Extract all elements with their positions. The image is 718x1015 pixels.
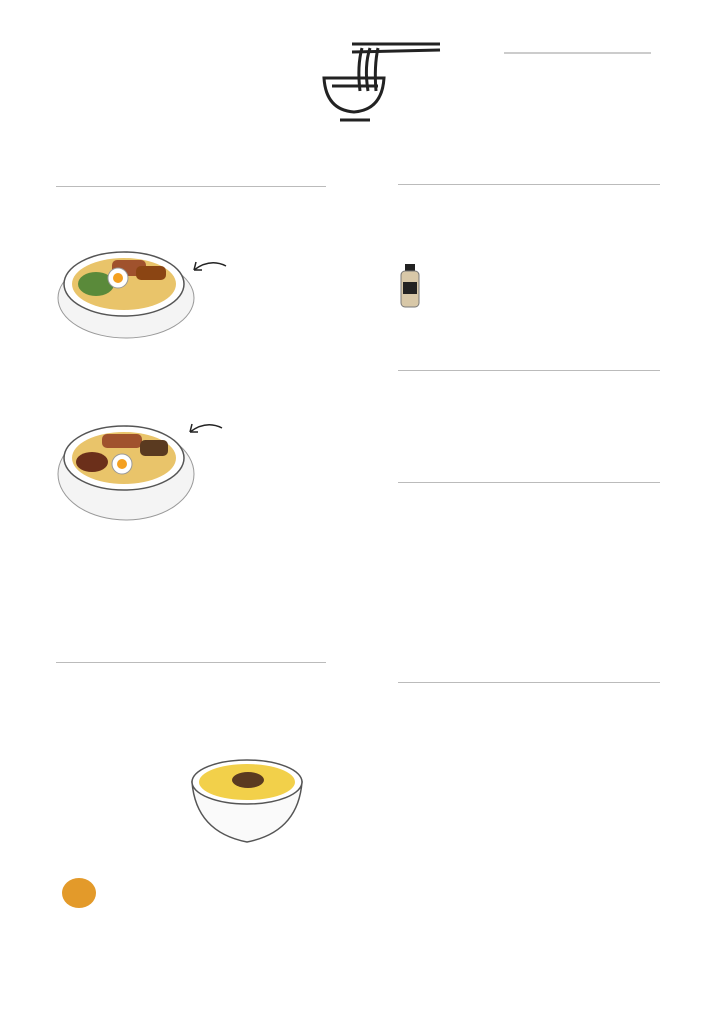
ramen-bowl-logo-icon — [322, 36, 442, 126]
divider — [398, 184, 660, 185]
divider — [56, 186, 326, 187]
divider — [398, 682, 660, 683]
don-title — [56, 630, 62, 655]
arrow-icon — [186, 418, 226, 438]
tamago-bap-header — [56, 760, 68, 781]
note-line — [52, 562, 55, 576]
divider — [398, 370, 660, 371]
divider — [56, 662, 326, 663]
tonkotsu-notes — [52, 548, 55, 576]
egg-ramen-illustration — [56, 238, 196, 343]
milk-tea-bottle-icon — [398, 264, 422, 308]
chashu-don-header — [56, 686, 68, 707]
arrow-icon — [190, 256, 230, 276]
motsu-ramen-illustration — [56, 410, 196, 525]
season-badge — [62, 878, 96, 908]
note-line — [52, 548, 55, 562]
origin-table — [504, 52, 651, 54]
season-ramen-header — [112, 884, 124, 905]
divider — [398, 482, 660, 483]
tamago-bap-illustration — [188, 752, 306, 848]
